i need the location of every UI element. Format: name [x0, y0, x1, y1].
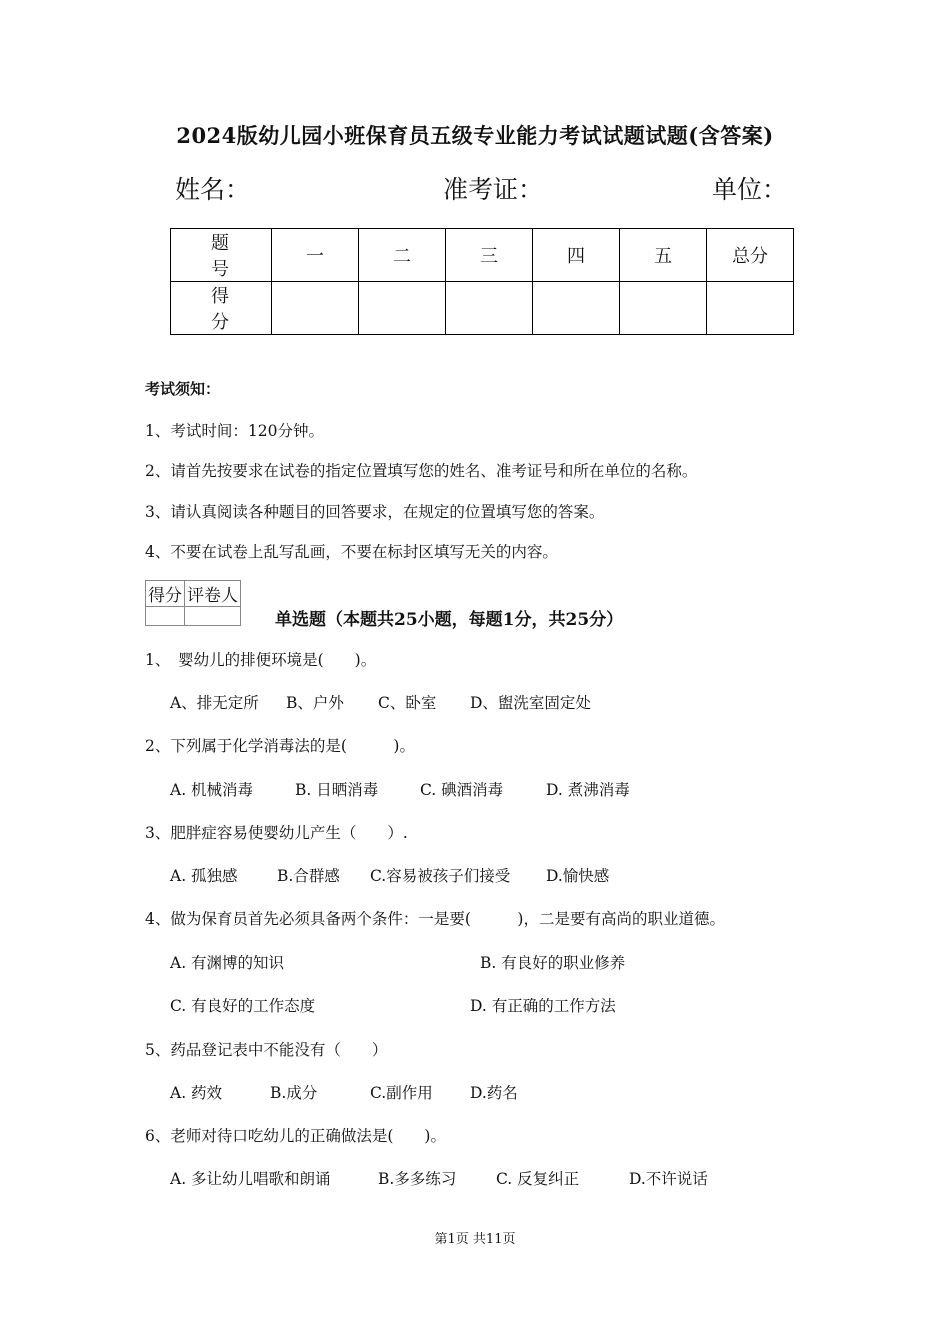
score-row-label: 得 分	[171, 282, 272, 335]
question-option: A. 孤独感	[170, 867, 238, 885]
question-option: B.成分	[270, 1084, 318, 1102]
question-option: B.合群感	[277, 867, 340, 885]
score-header-cell: 一	[272, 229, 359, 282]
question-option: D.愉快感	[546, 867, 610, 885]
question-option: C. 碘酒消毒	[420, 781, 504, 799]
question-option: B、户外	[286, 694, 344, 712]
notice-item: 1、考试时间：120分钟。	[145, 422, 324, 440]
score-header-cell: 三	[446, 229, 533, 282]
score-header-cell: 四	[533, 229, 620, 282]
question-option: C.副作用	[370, 1084, 433, 1102]
notice-item: 2、请首先按要求在试卷的指定位置填写您的姓名、准考证号和所在单位的名称。	[145, 462, 698, 480]
section-title: 单选题（本题共25小题，每题1分，共25分）	[275, 610, 624, 630]
score-input-cell[interactable]	[359, 282, 446, 335]
page-title: 2024版幼儿园小班保育员五级专业能力考试试题试题(含答案)	[176, 123, 774, 148]
question-option: D.不许说话	[629, 1170, 708, 1188]
score-header-cell: 总分	[707, 229, 794, 282]
question-option: A. 有渊博的知识	[170, 954, 285, 972]
question-option: C.容易被孩子们接受	[370, 867, 511, 885]
exam-id-field-label: 准考证：	[443, 175, 544, 204]
score-header-cell: 五	[620, 229, 707, 282]
question-option: D.药名	[470, 1084, 518, 1102]
question-option: D、盥洗室固定处	[470, 694, 591, 712]
grader-reviewer-cell[interactable]	[185, 607, 241, 626]
question-option: C. 反复纠正	[496, 1170, 580, 1188]
score-input-cell[interactable]	[620, 282, 707, 335]
score-header-cell: 题 号	[171, 229, 272, 282]
score-table	[170, 228, 794, 335]
grader-score-cell[interactable]	[146, 607, 185, 626]
unit-field-label: 单位：	[712, 175, 788, 204]
score-input-cell[interactable]	[446, 282, 533, 335]
question-option: A. 多让幼儿唱歌和朗诵	[170, 1170, 331, 1188]
question-text: 5、药品登记表中不能没有（ ）	[145, 1041, 388, 1059]
grader-reviewer-label: 评卷人	[185, 581, 241, 607]
question-option: A. 药效	[170, 1084, 223, 1102]
score-table-score-row	[171, 282, 794, 335]
notice-item: 4、不要在试卷上乱写乱画，不要在标封区填写无关的内容。	[145, 543, 558, 561]
grader-box	[145, 580, 241, 626]
question-option: A. 机械消毒	[170, 781, 254, 799]
question-option: B.多多练习	[378, 1170, 457, 1188]
score-input-cell[interactable]	[707, 282, 794, 335]
question-option: C、卧室	[378, 694, 437, 712]
score-table-header-row	[171, 229, 794, 282]
score-input-cell[interactable]	[272, 282, 359, 335]
notice-heading: 考试须知：	[145, 380, 221, 398]
question-text: 6、老师对待口吃幼儿的正确做法是( )。	[145, 1127, 446, 1145]
question-option: B. 有良好的职业修养	[480, 954, 626, 972]
question-option: B. 日晒消毒	[295, 781, 379, 799]
question-option: D. 有正确的工作方法	[470, 997, 616, 1015]
name-field-label: 姓名：	[175, 175, 251, 204]
score-header-cell: 二	[359, 229, 446, 282]
question-option: A、排无定所	[170, 694, 259, 712]
question-text: 2、下列属于化学消毒法的是( )。	[145, 737, 415, 755]
question-text: 4、做为保育员首先必须具备两个条件：一是要( )，二是要有高尚的职业道德。	[145, 910, 725, 928]
page-footer: 第1页 共11页	[434, 1232, 516, 1247]
question-option: C. 有良好的工作态度	[170, 997, 316, 1015]
score-input-cell[interactable]	[533, 282, 620, 335]
notice-item: 3、请认真阅读各种题目的回答要求，在规定的位置填写您的答案。	[145, 503, 605, 521]
question-option: D. 煮沸消毒	[546, 781, 630, 799]
question-text: 1、 婴幼儿的排便环境是( )。	[145, 651, 377, 669]
question-text: 3、肥胖症容易使婴幼儿产生（ ）.	[145, 824, 408, 842]
grader-score-label: 得分	[146, 581, 185, 607]
